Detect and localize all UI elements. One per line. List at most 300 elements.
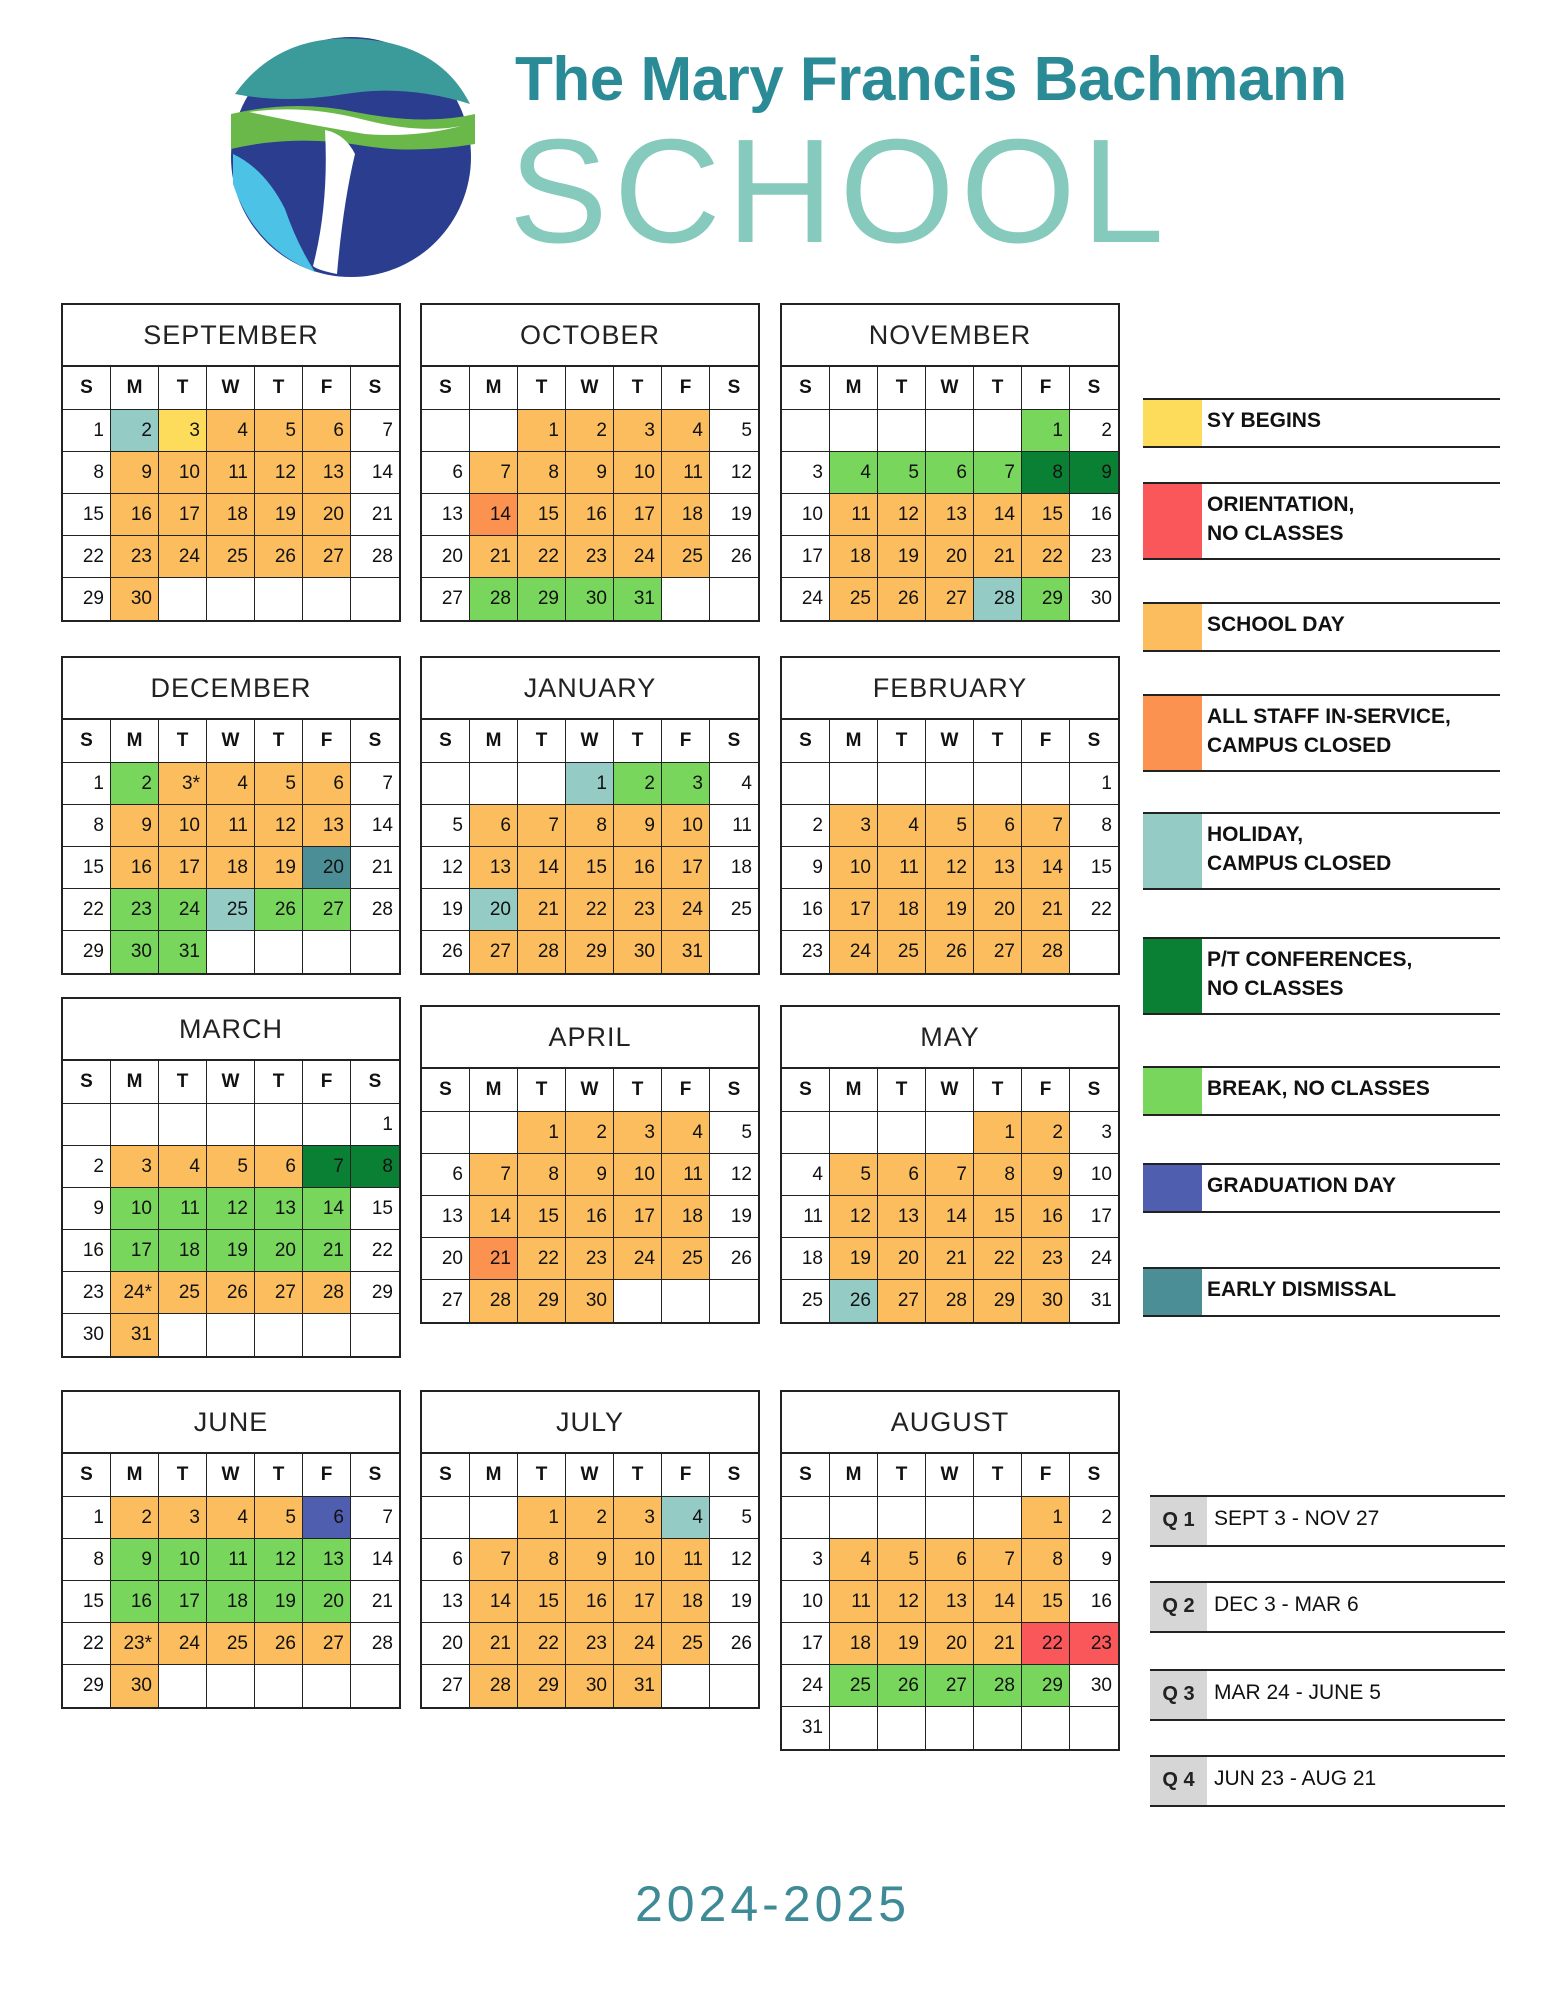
weekday-header: S [1070,367,1118,410]
day-cell: 25 [662,1238,710,1280]
day-cell: 1 [974,1112,1022,1154]
weekday-header: T [878,720,926,763]
day-cell: 13 [470,847,518,889]
day-cell: 17 [159,494,207,536]
weekday-header: S [1070,720,1118,763]
legend-item-school [1143,602,1500,652]
weekday-header: S [782,720,830,763]
quarter-row [1150,1755,1505,1807]
day-cell: 20 [255,1230,303,1272]
legend-divider [1143,1013,1500,1015]
day-cell: 16 [63,1230,111,1272]
day-cell: 25 [830,578,878,620]
day-cell: 12 [255,452,303,494]
weekday-header: F [1022,720,1070,763]
day-cell: 17 [111,1230,159,1272]
day-cell: 6 [470,805,518,847]
day-cell: 27 [926,578,974,620]
day-cell: 5 [710,410,758,452]
day-cell: 10 [159,452,207,494]
legend-item-ptconf [1143,937,1500,1015]
day-cell: 3 [111,1146,159,1188]
legend-item-sy [1143,398,1500,448]
day-cell: 30 [111,578,159,620]
weekday-header: T [159,720,207,763]
day-cell: 18 [710,847,758,889]
day-cell: 24 [614,1623,662,1665]
empty-cell [351,1665,399,1707]
day-cell: 21 [470,536,518,578]
day-cell: 24 [614,536,662,578]
day-cell: 7 [351,763,399,805]
day-cell: 20 [422,536,470,578]
day-cell: 31 [614,578,662,620]
day-cell: 16 [566,494,614,536]
day-cell: 29 [1022,578,1070,620]
quarter-divider [1150,1545,1505,1547]
day-cell: 11 [159,1188,207,1230]
month-title: NOVEMBER [782,305,1118,367]
day-cell: 26 [878,1665,926,1707]
day-cell: 14 [470,494,518,536]
weekday-header: M [470,1069,518,1112]
day-cell: 15 [974,1196,1022,1238]
day-cell: 1 [63,763,111,805]
day-cell: 3 [782,452,830,494]
day-cell: 14 [351,452,399,494]
day-cell: 29 [518,578,566,620]
day-cell: 25 [782,1280,830,1322]
day-cell: 22 [974,1238,1022,1280]
empty-cell [255,1314,303,1356]
day-cell: 8 [63,1539,111,1581]
day-cell: 5 [710,1497,758,1539]
empty-cell [710,1665,758,1707]
month-title: JUNE [63,1392,399,1454]
empty-cell [303,1314,351,1356]
quarter-row [1150,1581,1505,1633]
weekday-header: W [926,1069,974,1112]
legend-swatch [1143,1267,1202,1317]
day-cell: 24 [782,1665,830,1707]
day-cell: 19 [255,494,303,536]
day-cell: 23 [782,931,830,973]
day-cell: 6 [422,1539,470,1581]
empty-cell [1022,763,1070,805]
day-cell: 29 [351,1272,399,1314]
day-cell: 14 [470,1196,518,1238]
weekday-header: T [159,367,207,410]
day-cell: 22 [63,889,111,931]
month-grid [422,1454,758,1707]
day-cell: 16 [1070,494,1118,536]
day-cell: 23 [111,536,159,578]
empty-cell [470,410,518,452]
day-cell: 19 [255,1581,303,1623]
quarter-divider [1150,1719,1505,1721]
day-cell: 9 [111,452,159,494]
month-march [61,997,401,1358]
day-cell: 5 [255,410,303,452]
day-cell: 26 [878,578,926,620]
school-year: 2024-2025 [634,1876,911,1932]
day-cell: 28 [351,1623,399,1665]
day-cell: 12 [255,805,303,847]
day-cell: 28 [974,578,1022,620]
day-cell: 12 [926,847,974,889]
quarter-range: DEC 3 - MAR 6 [1214,1593,1359,1616]
day-cell: 11 [662,452,710,494]
day-cell: 18 [159,1230,207,1272]
day-cell: 11 [207,805,255,847]
day-cell: 3 [1070,1112,1118,1154]
day-cell: 3 [614,1112,662,1154]
month-title: MARCH [63,999,399,1061]
day-cell: 7 [470,1539,518,1581]
day-cell: 31 [782,1707,830,1749]
day-cell: 1 [351,1104,399,1146]
day-cell: 30 [63,1314,111,1356]
legend-divider [1143,770,1500,772]
day-cell: 29 [63,578,111,620]
day-cell: 19 [878,1623,926,1665]
legend-swatch [1143,602,1202,652]
day-cell: 28 [351,889,399,931]
day-cell: 23 [614,889,662,931]
day-cell: 15 [1070,847,1118,889]
empty-cell [662,1280,710,1322]
weekday-header: S [63,720,111,763]
day-cell: 18 [207,1581,255,1623]
day-cell: 8 [351,1146,399,1188]
month-title: SEPTEMBER [63,305,399,367]
quarter-divider [1150,1805,1505,1807]
day-cell: 4 [662,1112,710,1154]
month-july [420,1390,760,1709]
empty-cell [926,763,974,805]
empty-cell [470,1497,518,1539]
weekday-header: S [1070,1069,1118,1112]
day-cell: 14 [974,494,1022,536]
legend-item-break [1143,1066,1500,1116]
day-cell: 9 [566,452,614,494]
day-cell: 4 [662,410,710,452]
day-cell: 17 [159,1581,207,1623]
day-cell: 4 [878,805,926,847]
day-cell: 24* [111,1272,159,1314]
empty-cell [878,1497,926,1539]
month-title: AUGUST [782,1392,1118,1454]
empty-cell [470,763,518,805]
day-cell: 27 [470,931,518,973]
day-cell: 8 [518,1539,566,1581]
day-cell: 24 [782,578,830,620]
day-cell: 19 [710,494,758,536]
day-cell: 9 [1022,1154,1070,1196]
month-grid [782,720,1118,973]
day-cell: 12 [878,494,926,536]
day-cell: 9 [566,1539,614,1581]
weekday-header: W [207,367,255,410]
empty-cell [878,763,926,805]
legend-divider [1143,888,1500,890]
day-cell: 12 [878,1581,926,1623]
weekday-header: T [255,720,303,763]
day-cell: 31 [159,931,207,973]
weekday-header: F [662,1454,710,1497]
day-cell: 9 [1070,1539,1118,1581]
day-cell: 18 [782,1238,830,1280]
legend-divider [1143,1267,1500,1269]
weekday-header: T [518,720,566,763]
day-cell: 27 [422,578,470,620]
day-cell: 16 [782,889,830,931]
empty-cell [662,578,710,620]
empty-cell [207,931,255,973]
empty-cell [255,1104,303,1146]
legend-divider [1143,1114,1500,1116]
empty-cell [926,1497,974,1539]
day-cell: 1 [1022,410,1070,452]
empty-cell [207,1104,255,1146]
day-cell: 17 [614,494,662,536]
day-cell: 26 [830,1280,878,1322]
day-cell: 3 [614,410,662,452]
day-cell: 11 [878,847,926,889]
day-cell: 13 [926,1581,974,1623]
weekday-header: S [710,720,758,763]
day-cell: 12 [207,1188,255,1230]
day-cell: 10 [159,805,207,847]
empty-cell [830,1707,878,1749]
empty-cell [1070,931,1118,973]
weekday-header: M [830,1069,878,1112]
month-title: DECEMBER [63,658,399,720]
day-cell: 11 [830,494,878,536]
day-cell: 2 [566,1497,614,1539]
day-cell: 25 [207,889,255,931]
day-cell: 9 [614,805,662,847]
day-cell: 20 [926,536,974,578]
month-grid [422,367,758,620]
weekday-header: S [351,720,399,763]
day-cell: 11 [830,1581,878,1623]
day-cell: 15 [63,1581,111,1623]
day-cell: 26 [710,536,758,578]
quarter-range: JUN 23 - AUG 21 [1214,1767,1377,1790]
empty-cell [255,931,303,973]
legend-swatch [1143,482,1202,560]
day-cell: 30 [111,1665,159,1707]
day-cell: 27 [974,931,1022,973]
day-cell: 19 [422,889,470,931]
day-cell: 22 [518,536,566,578]
day-cell: 27 [422,1280,470,1322]
month-grid [422,720,758,973]
day-cell: 29 [63,1665,111,1707]
empty-cell [1070,1707,1118,1749]
school-wordmark: SCHOOL [509,109,1171,274]
day-cell: 26 [255,889,303,931]
legend-swatch [1143,1066,1202,1116]
legend-divider [1143,602,1500,604]
day-cell: 10 [782,494,830,536]
day-cell: 13 [974,847,1022,889]
day-cell: 18 [662,1581,710,1623]
day-cell: 4 [207,763,255,805]
day-cell: 29 [1022,1665,1070,1707]
day-cell: 5 [878,452,926,494]
day-cell: 1 [1070,763,1118,805]
empty-cell [351,1314,399,1356]
day-cell: 6 [422,452,470,494]
month-grid [63,1061,399,1356]
legend-item-holiday [1143,812,1500,890]
day-cell: 21 [351,847,399,889]
day-cell: 6 [422,1154,470,1196]
weekday-header: F [1022,1069,1070,1112]
empty-cell [710,1280,758,1322]
day-cell: 6 [974,805,1022,847]
day-cell: 11 [207,452,255,494]
day-cell: 23 [1070,536,1118,578]
day-cell: 24 [159,889,207,931]
empty-cell [159,578,207,620]
day-cell: 28 [1022,931,1070,973]
day-cell: 23 [63,1272,111,1314]
legend-label: ORIENTATION, NO CLASSES [1207,493,1355,545]
day-cell: 19 [255,847,303,889]
empty-cell [710,578,758,620]
legend-divider [1143,650,1500,652]
weekday-header: T [159,1454,207,1497]
day-cell: 27 [303,536,351,578]
weekday-header: S [63,1454,111,1497]
day-cell: 26 [926,931,974,973]
empty-cell [159,1104,207,1146]
day-cell: 22 [1070,889,1118,931]
month-grid [63,720,399,973]
weekday-header: S [63,367,111,410]
day-cell: 8 [518,1154,566,1196]
day-cell: 20 [303,847,351,889]
day-cell: 12 [710,1539,758,1581]
empty-cell [422,763,470,805]
day-cell: 26 [710,1623,758,1665]
month-title: OCTOBER [422,305,758,367]
day-cell: 8 [566,805,614,847]
empty-cell [974,1707,1022,1749]
day-cell: 17 [830,889,878,931]
weekday-header: M [830,720,878,763]
day-cell: 7 [470,1154,518,1196]
day-cell: 3 [159,410,207,452]
month-grid [422,1069,758,1322]
weekday-header: S [710,1069,758,1112]
legend-swatch [1143,398,1202,448]
day-cell: 8 [518,452,566,494]
day-cell: 26 [255,536,303,578]
empty-cell [159,1314,207,1356]
day-cell: 20 [878,1238,926,1280]
day-cell: 12 [255,1539,303,1581]
day-cell: 24 [662,889,710,931]
weekday-header: T [878,367,926,410]
day-cell: 12 [422,847,470,889]
month-september [61,303,401,622]
weekday-header: M [470,367,518,410]
day-cell: 30 [1022,1280,1070,1322]
day-cell: 1 [1022,1497,1070,1539]
day-cell: 24 [1070,1238,1118,1280]
day-cell: 19 [878,536,926,578]
day-cell: 12 [830,1196,878,1238]
day-cell: 16 [614,847,662,889]
legend-label: SCHOOL DAY [1207,613,1345,636]
weekday-header: T [974,720,1022,763]
day-cell: 17 [159,847,207,889]
legend-divider [1143,694,1500,696]
day-cell: 29 [566,931,614,973]
day-cell: 27 [303,889,351,931]
weekday-header: F [303,720,351,763]
day-cell: 31 [111,1314,159,1356]
day-cell: 27 [255,1272,303,1314]
day-cell: 28 [518,931,566,973]
legend-label: P/T CONFERENCES, NO CLASSES [1207,948,1413,1000]
empty-cell [470,1112,518,1154]
weekday-header: T [518,367,566,410]
weekday-header: W [566,1069,614,1112]
weekday-header: F [303,1454,351,1497]
day-cell: 5 [207,1146,255,1188]
day-cell: 23 [566,536,614,578]
day-cell: 12 [710,452,758,494]
day-cell: 10 [614,452,662,494]
school-logo-icon [225,34,477,280]
day-cell: 2 [1070,1497,1118,1539]
weekday-header: W [926,720,974,763]
empty-cell [422,1497,470,1539]
day-cell: 2 [566,1112,614,1154]
month-grid [63,367,399,620]
day-cell: 21 [518,889,566,931]
day-cell: 29 [518,1280,566,1322]
quarter-row [1150,1495,1505,1547]
weekday-header: W [207,720,255,763]
day-cell: 9 [782,847,830,889]
day-cell: 21 [974,1623,1022,1665]
day-cell: 1 [518,1497,566,1539]
day-cell: 30 [566,578,614,620]
day-cell: 5 [878,1539,926,1581]
legend-divider [1143,446,1500,448]
month-title: APRIL [422,1007,758,1069]
day-cell: 21 [351,494,399,536]
day-cell: 4 [710,763,758,805]
weekday-header: M [111,720,159,763]
day-cell: 20 [974,889,1022,931]
empty-cell [351,578,399,620]
empty-cell [207,1665,255,1707]
day-cell: 8 [1022,452,1070,494]
day-cell: 13 [422,1196,470,1238]
empty-cell [255,1665,303,1707]
empty-cell [255,578,303,620]
day-cell: 28 [974,1665,1022,1707]
day-cell: 2 [63,1146,111,1188]
day-cell: 30 [614,931,662,973]
